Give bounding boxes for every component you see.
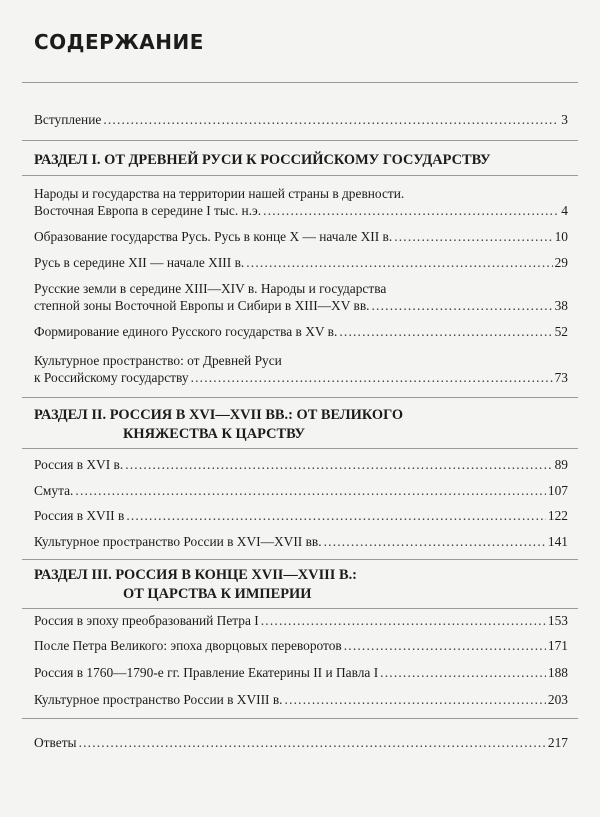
entry-title: После Петра Великого: эпоха дворцовых переворотов (34, 638, 342, 653)
entry-title: Культурное пространство: от Древней Руси (34, 353, 282, 368)
toc-entry[interactable] (34, 533, 568, 550)
toc-entry[interactable] (34, 637, 568, 654)
entry-title: Ответы (34, 735, 77, 750)
entry-title: Народы и государства на территории нашей страны в древности. (34, 186, 405, 201)
entry-title-cont: Восточная Европа в середине I тыс. н.э. (34, 203, 262, 218)
toc-entry-answers[interactable] (34, 734, 568, 751)
divider (22, 718, 578, 719)
entry-title: Россия в XVI в. (34, 457, 124, 472)
leader-dots (125, 456, 552, 473)
toc-entry[interactable] (34, 456, 568, 473)
divider (22, 397, 578, 398)
toc-entry[interactable] (34, 612, 568, 629)
entry-title: Культурное пространство России в XVIII в. (34, 692, 283, 707)
entry-title: Русские земли в середине XIII—XIV в. Народы и государства (34, 281, 387, 296)
entry-title: Образование государства Русь. Русь в конце X — начале XII в. (34, 229, 393, 244)
divider (22, 140, 578, 141)
entry-page: 217 (547, 735, 568, 750)
entry-title: Русь в середине XII — начале XIII в. (34, 255, 245, 270)
entry-title-cont: степной зоны Восточной Европы и Сибири в XIII—XV вв. (34, 298, 370, 313)
leader-dots (191, 369, 553, 386)
entry-page: 171 (547, 638, 568, 653)
section-heading-3: РАЗДЕЛ III. РОССИЯ В КОНЦЕ XVII—XVIII В.: ОТ ЦАРСТВА К ИМПЕРИИ (34, 567, 357, 602)
leader-dots (126, 507, 546, 524)
toc-entry[interactable] (34, 228, 568, 245)
entry-title: Россия в XVII в (34, 508, 125, 523)
leader-dots (246, 254, 552, 271)
toc-entry[interactable] (34, 185, 568, 219)
divider (22, 559, 578, 560)
entry-page: 141 (547, 534, 568, 549)
entry-title: Культурное пространство России в XVI—XVII вв. (34, 534, 322, 549)
entry-page: 29 (554, 255, 568, 270)
entry-page: 3 (561, 112, 568, 127)
toc-entry[interactable] (34, 507, 568, 524)
toc-entry[interactable] (34, 664, 568, 681)
leader-dots (75, 482, 545, 499)
leader-dots (394, 228, 552, 245)
toc-entry[interactable] (34, 352, 568, 386)
toc-entry[interactable] (34, 254, 568, 271)
entry-page: 107 (547, 483, 568, 498)
divider (22, 175, 578, 176)
leader-dots (285, 691, 546, 708)
toc-entry[interactable] (34, 482, 568, 499)
entry-page: 188 (547, 665, 568, 680)
divider (22, 448, 578, 449)
entry-page: 4 (561, 203, 568, 218)
entry-title: Формирование единого Русского государства в XV в. (34, 324, 338, 339)
section-heading-2: РАЗДЕЛ II. РОССИЯ В XVI—XVII ВВ.: ОТ ВЕЛИКОГО КНЯЖЕСТВА К ЦАРСТВУ (34, 407, 404, 442)
entry-title: Россия в 1760—1790-е гг. Правление Екатерины II и Павла I (34, 665, 379, 680)
divider (22, 82, 578, 83)
entry-page: 10 (554, 229, 568, 244)
entry-title: Вступление (34, 112, 102, 127)
toc-entry[interactable] (34, 280, 568, 314)
entry-page: 73 (554, 370, 568, 385)
entry-page: 89 (554, 457, 568, 472)
divider (22, 608, 578, 609)
leader-dots (261, 612, 546, 629)
toc-entry[interactable] (34, 323, 568, 340)
leader-dots (103, 111, 559, 128)
entry-page: 153 (547, 613, 568, 628)
leader-dots (263, 202, 559, 219)
leader-dots (372, 297, 553, 314)
entry-title-cont: к Российскому государству (34, 370, 189, 385)
toc-entry[interactable] (34, 691, 568, 708)
toc-entry-intro[interactable] (34, 111, 568, 128)
entry-title: Россия в эпоху преобразований Петра I (34, 613, 259, 628)
entry-title: Смута. (34, 483, 74, 498)
section-heading-1: РАЗДЕЛ I. ОТ ДРЕВНЕЙ РУСИ К РОССИЙСКОМУ ГОСУДАРСТВУ (34, 152, 491, 168)
leader-dots (339, 323, 552, 340)
leader-dots (324, 533, 546, 550)
entry-page: 203 (547, 692, 568, 707)
leader-dots (344, 637, 546, 654)
entry-page: 122 (547, 508, 568, 523)
entry-page: 52 (554, 324, 568, 339)
leader-dots (380, 664, 546, 681)
entry-page: 38 (554, 298, 568, 313)
leader-dots (79, 734, 546, 751)
page-title: СОДЕРЖАНИЕ (34, 30, 204, 54)
